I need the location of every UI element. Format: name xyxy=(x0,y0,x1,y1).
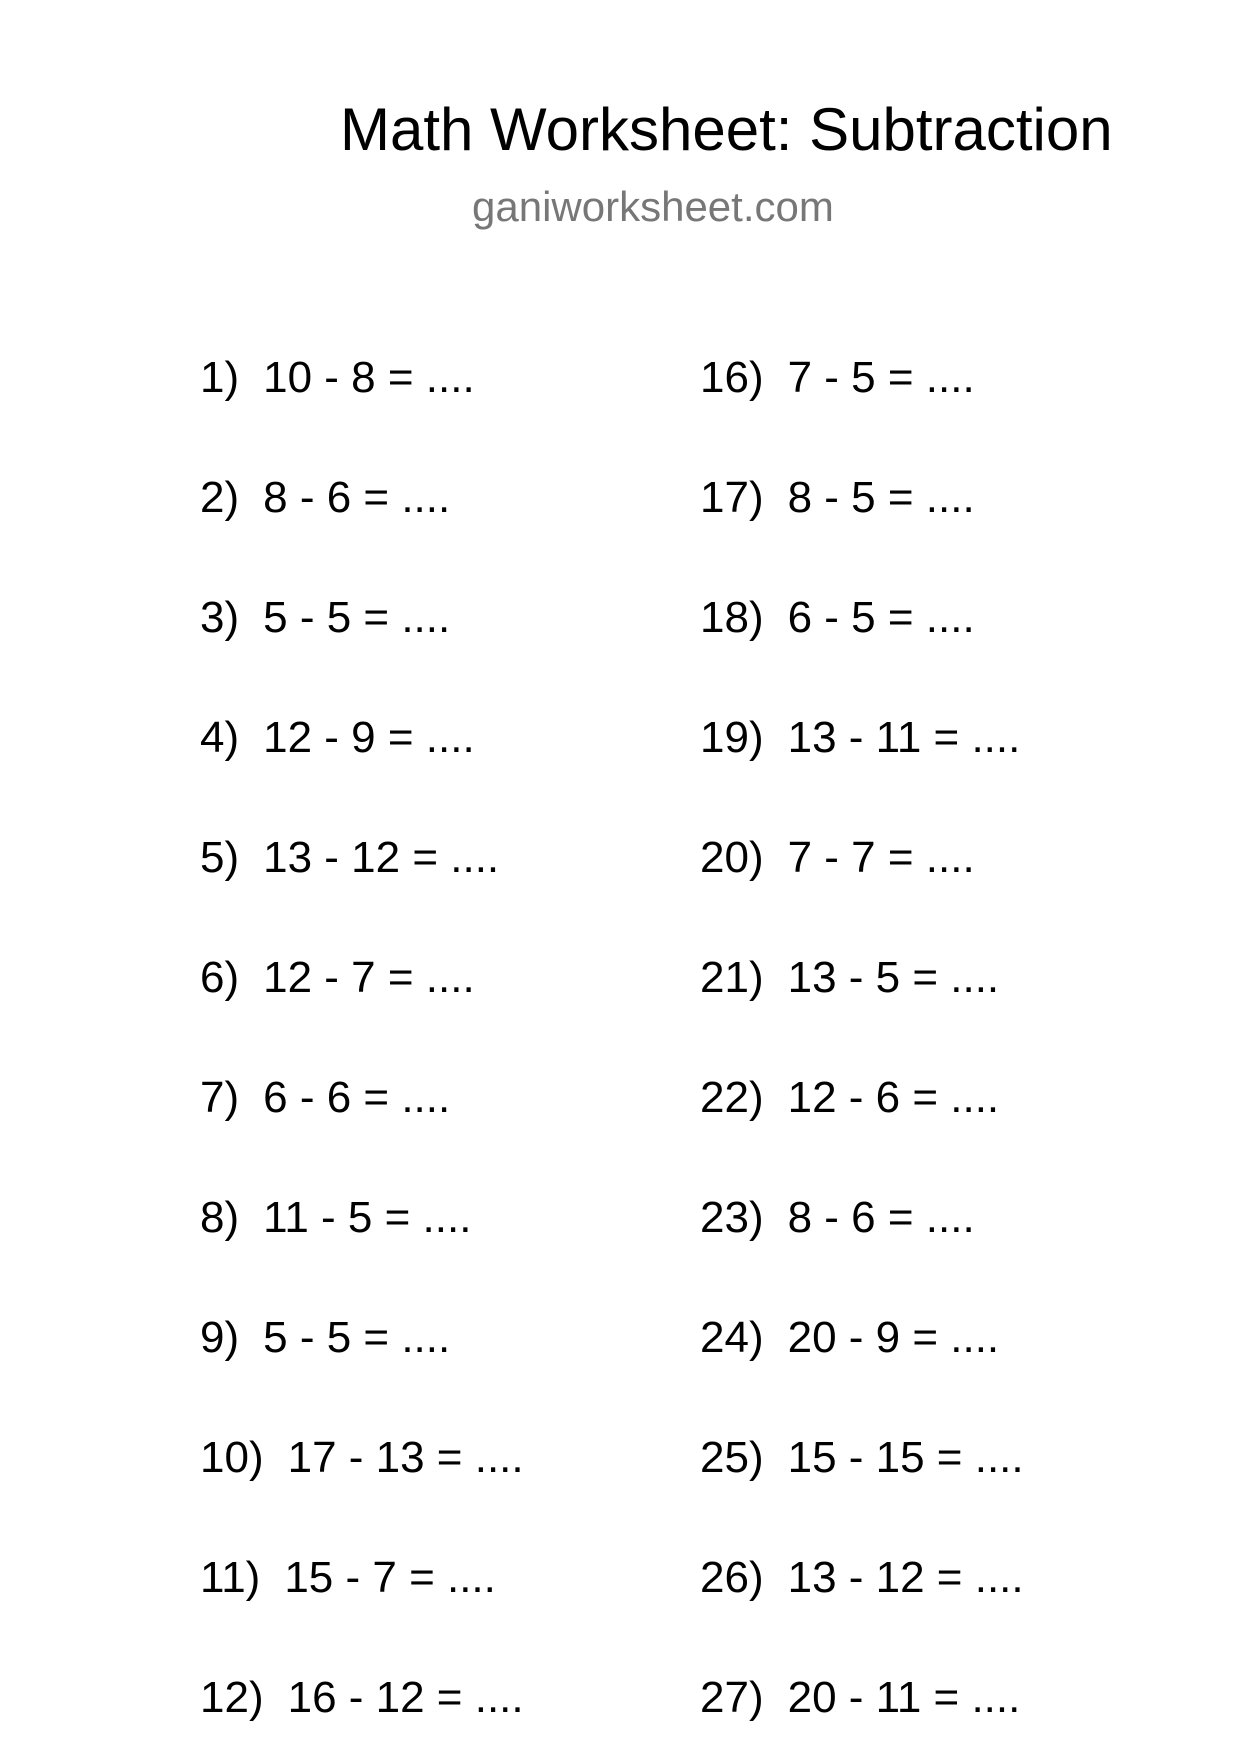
problem-number: 25) xyxy=(700,1433,764,1482)
problem-item xyxy=(700,593,975,642)
problem-item xyxy=(700,353,975,402)
problem-expression: 11 - 5 = .... xyxy=(263,1193,472,1242)
problem-number: 20) xyxy=(700,833,764,882)
problem-number: 12) xyxy=(200,1673,264,1722)
problem-number: 22) xyxy=(700,1073,764,1122)
problem-item xyxy=(700,473,975,522)
problem-expression: 17 - 13 = .... xyxy=(287,1433,524,1482)
problem-item xyxy=(700,1073,1000,1122)
problem-number: 17) xyxy=(700,473,764,522)
problem-expression: 13 - 12 = .... xyxy=(263,833,500,882)
problem-number: 23) xyxy=(700,1193,764,1242)
problem-item xyxy=(700,1433,1024,1482)
problem-number: 9) xyxy=(200,1313,240,1362)
problem-number: 8) xyxy=(200,1193,240,1242)
problem-expression: 12 - 9 = .... xyxy=(263,713,475,762)
problem-item xyxy=(700,953,1000,1002)
problem-expression: 6 - 5 = .... xyxy=(787,593,975,642)
problem-item xyxy=(700,1313,1000,1362)
problem-expression: 15 - 7 = .... xyxy=(284,1553,496,1602)
problem-expression: 5 - 5 = .... xyxy=(263,593,451,642)
problem-expression: 8 - 6 = .... xyxy=(787,1193,975,1242)
problem-expression: 20 - 9 = .... xyxy=(787,1313,1000,1362)
problem-expression: 7 - 5 = .... xyxy=(787,353,975,402)
problem-item xyxy=(700,833,975,882)
problem-item xyxy=(700,1673,1021,1722)
problem-number: 1) xyxy=(200,353,240,402)
problem-number: 6) xyxy=(200,953,240,1002)
problem-item xyxy=(200,473,451,522)
problem-item xyxy=(200,1553,496,1602)
problem-expression: 16 - 12 = .... xyxy=(287,1673,524,1722)
problem-expression: 12 - 7 = .... xyxy=(263,953,475,1002)
problem-expression: 15 - 15 = .... xyxy=(787,1433,1024,1482)
site-url: ganiworksheet.com xyxy=(472,183,834,230)
problem-number: 5) xyxy=(200,833,240,882)
problem-item xyxy=(200,353,475,402)
problem-number: 7) xyxy=(200,1073,240,1122)
problem-expression: 13 - 5 = .... xyxy=(787,953,1000,1002)
problem-item xyxy=(200,593,451,642)
problem-expression: 8 - 5 = .... xyxy=(787,473,975,522)
problem-item xyxy=(700,713,1021,762)
problem-item xyxy=(200,1673,524,1722)
problem-number: 4) xyxy=(200,713,240,762)
problem-expression: 6 - 6 = .... xyxy=(263,1073,451,1122)
problem-number: 2) xyxy=(200,473,240,522)
problem-expression: 5 - 5 = .... xyxy=(263,1313,451,1362)
problem-number: 19) xyxy=(700,713,764,762)
problem-item xyxy=(200,1193,472,1242)
problem-number: 27) xyxy=(700,1673,764,1722)
problem-number: 21) xyxy=(700,953,764,1002)
page-title: Math Worksheet: Subtraction xyxy=(340,96,1113,163)
problem-number: 11) xyxy=(200,1553,261,1602)
problem-expression: 10 - 8 = .... xyxy=(263,353,475,402)
problem-number: 18) xyxy=(700,593,764,642)
problem-expression: 12 - 6 = .... xyxy=(787,1073,1000,1122)
problem-item xyxy=(200,953,475,1002)
problem-number: 10) xyxy=(200,1433,264,1482)
problem-number: 24) xyxy=(700,1313,764,1362)
problem-expression: 13 - 11 = .... xyxy=(787,713,1021,762)
problem-item xyxy=(200,833,500,882)
problem-expression: 20 - 11 = .... xyxy=(787,1673,1021,1722)
problem-number: 3) xyxy=(200,593,240,642)
problem-expression: 7 - 7 = .... xyxy=(787,833,975,882)
problem-number: 26) xyxy=(700,1553,764,1602)
problem-item xyxy=(200,1313,451,1362)
problem-expression: 8 - 6 = .... xyxy=(263,473,451,522)
problem-item xyxy=(200,713,475,762)
problem-item xyxy=(700,1193,975,1242)
problem-item xyxy=(200,1073,451,1122)
problem-number: 16) xyxy=(700,353,764,402)
problem-item xyxy=(700,1553,1024,1602)
problem-expression: 13 - 12 = .... xyxy=(787,1553,1024,1602)
problem-item xyxy=(200,1433,524,1482)
